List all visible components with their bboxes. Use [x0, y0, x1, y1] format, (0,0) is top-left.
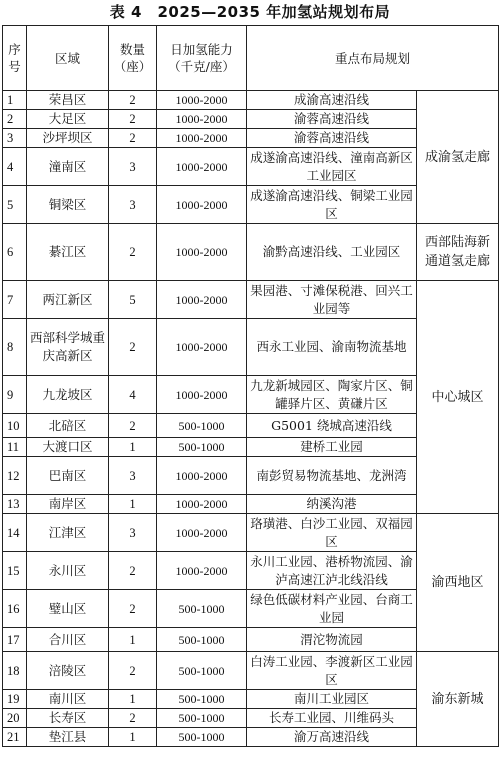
row-qty: 2 [109, 129, 157, 148]
row-qty: 2 [109, 224, 157, 281]
header-plan: 重点布局规划 [247, 26, 499, 91]
row-region: 两江新区 [27, 281, 109, 319]
table-row [3, 652, 499, 690]
row-plan: 建桥工业园 [247, 438, 417, 457]
row-capacity: 1000-2000 [157, 495, 247, 514]
row-no: 15 [3, 552, 27, 590]
row-region: 大足区 [27, 110, 109, 129]
row-no: 7 [3, 281, 27, 319]
group-label: 中心城区 [417, 281, 499, 514]
row-no: 11 [3, 438, 27, 457]
row-qty: 4 [109, 376, 157, 414]
row-capacity: 500-1000 [157, 628, 247, 652]
row-capacity: 500-1000 [157, 652, 247, 690]
row-no: 17 [3, 628, 27, 652]
row-qty: 5 [109, 281, 157, 319]
row-no: 12 [3, 457, 27, 495]
row-region: 垫江县 [27, 728, 109, 747]
row-no: 13 [3, 495, 27, 514]
row-plan: 纳溪沟港 [247, 495, 417, 514]
table-row [3, 224, 499, 281]
row-plan: 长寿工业园、川维码头 [247, 709, 417, 728]
header-qty: 数量（座） [109, 26, 157, 91]
row-qty: 1 [109, 728, 157, 747]
row-capacity: 1000-2000 [157, 552, 247, 590]
row-region: 九龙坡区 [27, 376, 109, 414]
header-capacity: 日加氢能力（千克/座） [157, 26, 247, 91]
row-plan: 成渝高速沿线 [247, 91, 417, 110]
row-plan: 成遂渝高速沿线、铜梁工业园区 [247, 186, 417, 224]
row-plan: 九龙新城园区、陶家片区、铜罐驿片区、黄磏片区 [247, 376, 417, 414]
row-qty: 3 [109, 514, 157, 552]
row-region: 沙坪坝区 [27, 129, 109, 148]
row-region: 永川区 [27, 552, 109, 590]
row-qty: 2 [109, 110, 157, 129]
row-qty: 3 [109, 148, 157, 186]
row-capacity: 1000-2000 [157, 319, 247, 376]
row-region: 涪陵区 [27, 652, 109, 690]
row-plan: 渝黔高速沿线、工业园区 [247, 224, 417, 281]
header-row [3, 26, 499, 91]
row-no: 16 [3, 590, 27, 628]
row-region: 北碚区 [27, 414, 109, 438]
row-capacity: 500-1000 [157, 414, 247, 438]
row-region: 合川区 [27, 628, 109, 652]
row-plan: 渝万高速沿线 [247, 728, 417, 747]
row-plan: 珞璜港、白沙工业园、双福园区 [247, 514, 417, 552]
group-label: 西部陆海新通道氢走廊 [417, 224, 499, 281]
row-no: 21 [3, 728, 27, 747]
group-label: 渝西地区 [417, 514, 499, 652]
row-no: 20 [3, 709, 27, 728]
row-plan: 南川工业园区 [247, 690, 417, 709]
row-capacity: 500-1000 [157, 438, 247, 457]
row-capacity: 1000-2000 [157, 129, 247, 148]
row-plan: G5001 绕城高速沿线 [247, 414, 417, 438]
row-region: 南岸区 [27, 495, 109, 514]
row-plan: 永川工业园、港桥物流园、渝泸高速江泸北线沿线 [247, 552, 417, 590]
table-title: 表 4 2025—2035 年加氢站规划布局 [109, 3, 391, 21]
row-plan: 绿色低碳材料产业园、台商工业园 [247, 590, 417, 628]
row-capacity: 500-1000 [157, 728, 247, 747]
row-qty: 3 [109, 457, 157, 495]
row-no: 9 [3, 376, 27, 414]
row-capacity: 500-1000 [157, 690, 247, 709]
row-qty: 2 [109, 91, 157, 110]
row-capacity: 1000-2000 [157, 376, 247, 414]
row-no: 14 [3, 514, 27, 552]
row-region: 巴南区 [27, 457, 109, 495]
row-plan: 成遂渝高速沿线、潼南高新区工业园区 [247, 148, 417, 186]
row-capacity: 1000-2000 [157, 281, 247, 319]
row-no: 6 [3, 224, 27, 281]
header-region: 区域 [27, 26, 109, 91]
row-region: 西部科学城重庆高新区 [27, 319, 109, 376]
row-qty: 1 [109, 438, 157, 457]
row-region: 长寿区 [27, 709, 109, 728]
row-plan: 渝蓉高速沿线 [247, 110, 417, 129]
row-region: 南川区 [27, 690, 109, 709]
row-capacity: 500-1000 [157, 590, 247, 628]
table-row [3, 281, 499, 319]
row-qty: 2 [109, 709, 157, 728]
row-region: 潼南区 [27, 148, 109, 186]
row-qty: 1 [109, 690, 157, 709]
row-no: 3 [3, 129, 27, 148]
row-no: 5 [3, 186, 27, 224]
row-capacity: 1000-2000 [157, 91, 247, 110]
row-capacity: 1000-2000 [157, 514, 247, 552]
row-capacity: 1000-2000 [157, 148, 247, 186]
row-capacity: 1000-2000 [157, 186, 247, 224]
row-no: 18 [3, 652, 27, 690]
row-qty: 2 [109, 319, 157, 376]
row-capacity: 500-1000 [157, 709, 247, 728]
hydrogen-station-table [2, 25, 499, 747]
table-row [3, 514, 499, 552]
row-no: 8 [3, 319, 27, 376]
row-plan: 南彭贸易物流基地、龙洲湾 [247, 457, 417, 495]
row-no: 4 [3, 148, 27, 186]
row-capacity: 1000-2000 [157, 224, 247, 281]
row-region: 大渡口区 [27, 438, 109, 457]
row-plan: 渝蓉高速沿线 [247, 129, 417, 148]
row-no: 1 [3, 91, 27, 110]
header-no: 序号 [3, 26, 27, 91]
row-plan: 渭沱物流园 [247, 628, 417, 652]
row-region: 荣昌区 [27, 91, 109, 110]
row-capacity: 1000-2000 [157, 110, 247, 129]
row-qty: 1 [109, 628, 157, 652]
row-qty: 2 [109, 590, 157, 628]
row-qty: 2 [109, 552, 157, 590]
row-qty: 2 [109, 652, 157, 690]
row-qty: 2 [109, 414, 157, 438]
table-row [3, 91, 499, 110]
row-plan: 果园港、寸滩保税港、回兴工业园等 [247, 281, 417, 319]
row-capacity: 1000-2000 [157, 457, 247, 495]
row-no: 19 [3, 690, 27, 709]
row-region: 綦江区 [27, 224, 109, 281]
group-label: 渝东新城 [417, 652, 499, 747]
row-region: 璧山区 [27, 590, 109, 628]
group-label: 成渝氢走廊 [417, 91, 499, 224]
row-region: 铜梁区 [27, 186, 109, 224]
row-qty: 1 [109, 495, 157, 514]
row-region: 江津区 [27, 514, 109, 552]
row-no: 10 [3, 414, 27, 438]
row-plan: 西永工业园、渝南物流基地 [247, 319, 417, 376]
row-plan: 白涛工业园、李渡新区工业园区 [247, 652, 417, 690]
row-no: 2 [3, 110, 27, 129]
row-qty: 3 [109, 186, 157, 224]
